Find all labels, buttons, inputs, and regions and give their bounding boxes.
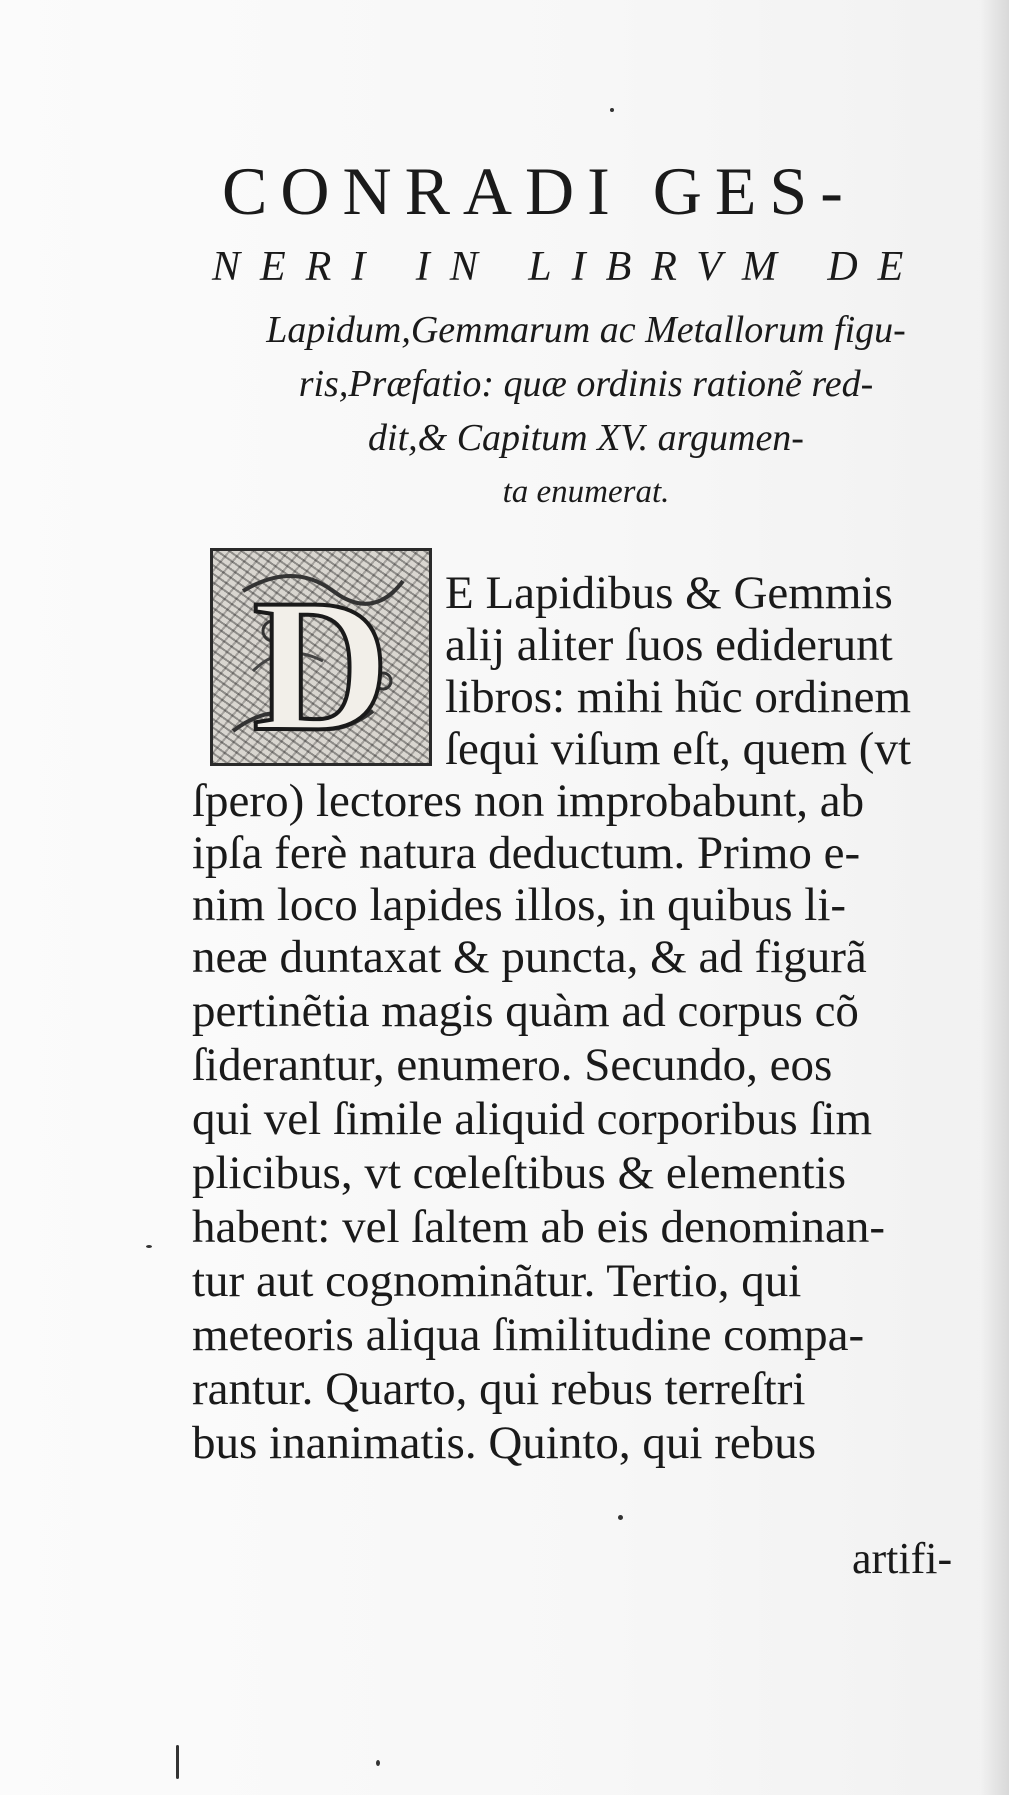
text-line: rantur. Quarto, qui rebus terreſtri (192, 1363, 806, 1415)
text-line: bus inanimatis. Quinto, qui rebus (192, 1417, 817, 1469)
text-line: plicibus, vt cœleſtibus & elementis (192, 1147, 846, 1199)
text-line: ſpero) lectores non improbabunt, ab (192, 775, 865, 827)
title-line-2: NERI IN LIBRVM DE (212, 244, 924, 290)
title-line-4: ris,Præfatio: quæ ordinis rationẽ red- (298, 363, 874, 405)
text-line: E Lapidibus & Gemmis (445, 567, 893, 619)
decorated-initial-art (213, 551, 429, 763)
text-line: ſiderantur, enumero. Secundo, eos (192, 1039, 833, 1091)
text-line: neæ duntaxat & puncta, & ad figurã (192, 931, 867, 983)
text-line: habent: vel ſaltem ab eis denominan- (192, 1201, 886, 1253)
text-line: meteoris aliqua ſimilitudine compa- (192, 1309, 865, 1361)
text-line: libros: mihi hũc ordinem (445, 671, 912, 723)
initial-letter: D (252, 561, 390, 763)
text-line: ipſa ferè natura deductum. Primo e- (192, 827, 861, 879)
decorated-initial (210, 548, 432, 766)
text-line: nim loco lapides illos, in quibus li- (192, 879, 847, 931)
ink-speck (376, 1760, 380, 1766)
text-line: alij aliter ſuos ediderunt (445, 619, 893, 671)
title-line-3: Lapidum,Gemmarum ac Metallorum figu- (266, 309, 906, 351)
ink-speck (610, 108, 614, 112)
catchword: artifi- (852, 1534, 953, 1583)
text-line: qui vel ſimile aliquid corporibus ſim (192, 1093, 873, 1145)
ink-mark (176, 1745, 179, 1779)
text-line: ſequi viſum eſt, quem (vt (445, 723, 912, 775)
title-line-1: CONRADI GES- (222, 153, 856, 229)
text-line: pertinẽtia magis quàm ad corpus cõ (192, 985, 859, 1037)
title-line-6: ta enumerat. (502, 474, 670, 510)
title-line-5: dit,& Capitum XV. argumen- (368, 417, 804, 459)
ink-speck (618, 1515, 623, 1520)
text-line: tur aut cognominãtur. Tertio, qui (192, 1255, 802, 1307)
ink-speck (146, 1245, 152, 1248)
